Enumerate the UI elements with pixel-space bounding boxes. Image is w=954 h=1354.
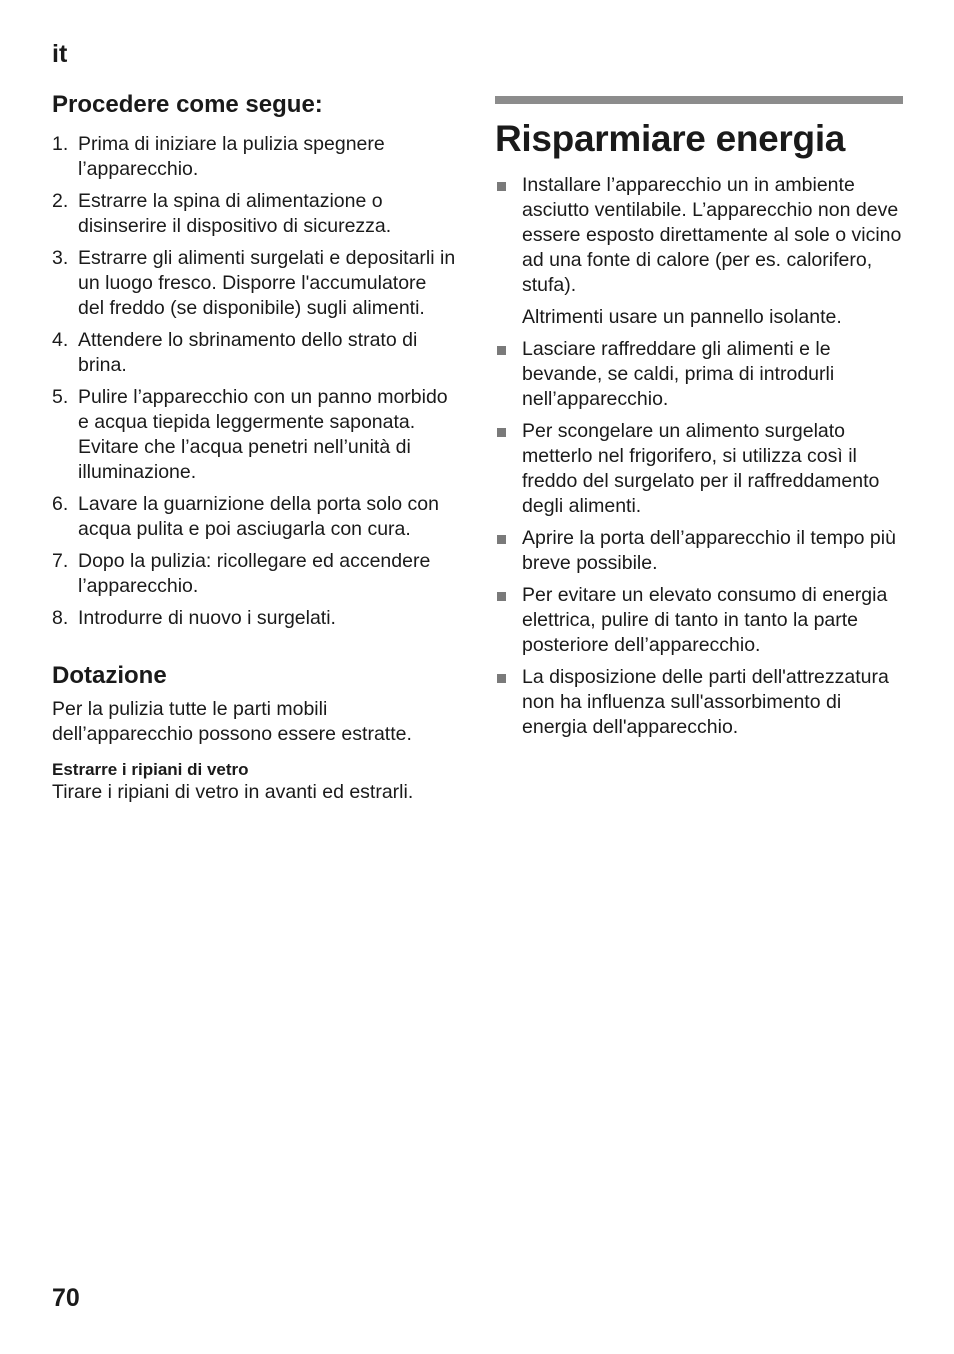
energy-saving-title: Risparmiare energia (495, 118, 846, 159)
step-text: Lavare la guarnizione della porta solo con acqua pulita e poi asciugarla con cura. (78, 493, 439, 540)
step-text: Dopo la pulizia: ricollegare ed accendere l’apparecchio. (78, 550, 431, 597)
step-item (52, 189, 457, 239)
tip-item (495, 173, 903, 330)
step-number: 2. (52, 190, 69, 212)
step-item (52, 132, 457, 182)
language-label: it (52, 40, 68, 68)
step-text: Estrarre gli alimenti surgelati e depositarli in un luogo fresco. Disporre l'accumulatore del freddo (se disponibile) sugli alimenti. (78, 247, 456, 319)
square-bullet-icon (497, 592, 506, 601)
dotazione-heading: Dotazione (52, 662, 167, 689)
step-item (52, 492, 457, 542)
procedure-heading: Procedere come segue: (52, 91, 323, 118)
tip-extra-text: Altrimenti usare un pannello isolante. (522, 306, 842, 328)
right-column (495, 96, 903, 747)
step-item (52, 549, 457, 599)
shelves-paragraph: Tirare i ripiani di vetro in avanti ed estrarli. (52, 781, 414, 803)
procedure-steps-list (52, 132, 457, 631)
step-number: 4. (52, 329, 69, 351)
tip-text: Per scongelare un alimento surgelato metterlo nel frigorifero, si utilizza così il freddo del surgelato per il raffreddamento degli alimenti. (522, 420, 880, 517)
left-column (52, 88, 457, 805)
step-number: 1. (52, 133, 69, 155)
tip-text: La disposizione delle parti dell'attrezzatura non ha influenza sull'assorbimento di energia dell'apparecchio. (522, 666, 889, 738)
square-bullet-icon (497, 182, 506, 191)
tip-text: Aprire la porta dell’apparecchio il tempo più breve possibile. (522, 527, 896, 574)
step-text: Prima di iniziare la pulizia spegnere l’apparecchio. (78, 133, 385, 180)
page-number: 70 (52, 1284, 80, 1312)
step-number: 3. (52, 247, 69, 269)
tip-item (495, 583, 903, 658)
step-text: Pulire l’apparecchio con un panno morbido e acqua tiepida leggermente saponata. Evitare che l’acqua penetri nell’unità di illuminazione. (78, 386, 448, 483)
tip-text: Installare l’apparecchio un in ambiente asciutto ventilabile. L’apparecchio non deve essere esposto direttamente al sole o vicino ad una fonte di calore (per es. calorifero, stufa). (522, 174, 902, 296)
tip-item (495, 337, 903, 412)
step-text: Estrarre la spina di alimentazione o disinserire il dispositivo di sicurezza. (78, 190, 392, 237)
step-text: Attendere lo sbrinamento dello strato di brina. (78, 329, 418, 376)
step-number: 8. (52, 607, 69, 629)
tip-item (495, 419, 903, 519)
step-number: 6. (52, 493, 69, 515)
energy-tips-list (495, 173, 903, 740)
step-text: Introdurre di nuovo i surgelati. (78, 607, 336, 629)
step-item (52, 606, 457, 631)
tip-text: Lasciare raffreddare gli alimenti e le bevande, se caldi, prima di introdurli nell’apparecchio. (522, 338, 835, 410)
tip-text: Per evitare un elevato consumo di energia elettrica, pulire di tanto in tanto la parte posteriore dell’apparecchio. (522, 584, 888, 656)
step-item (52, 385, 457, 485)
square-bullet-icon (497, 535, 506, 544)
shelves-subheading: Estrarre i ripiani di vetro (52, 760, 249, 779)
step-number: 7. (52, 550, 69, 572)
tip-item (495, 665, 903, 740)
square-bullet-icon (497, 346, 506, 355)
square-bullet-icon (497, 428, 506, 437)
square-bullet-icon (497, 674, 506, 683)
tip-item (495, 526, 903, 576)
section-divider (495, 96, 903, 104)
step-item (52, 328, 457, 378)
step-number: 5. (52, 386, 69, 408)
step-item (52, 246, 457, 321)
dotazione-paragraph: Per la pulizia tutte le parti mobili dell’apparecchio possono essere estratte. (52, 698, 412, 745)
